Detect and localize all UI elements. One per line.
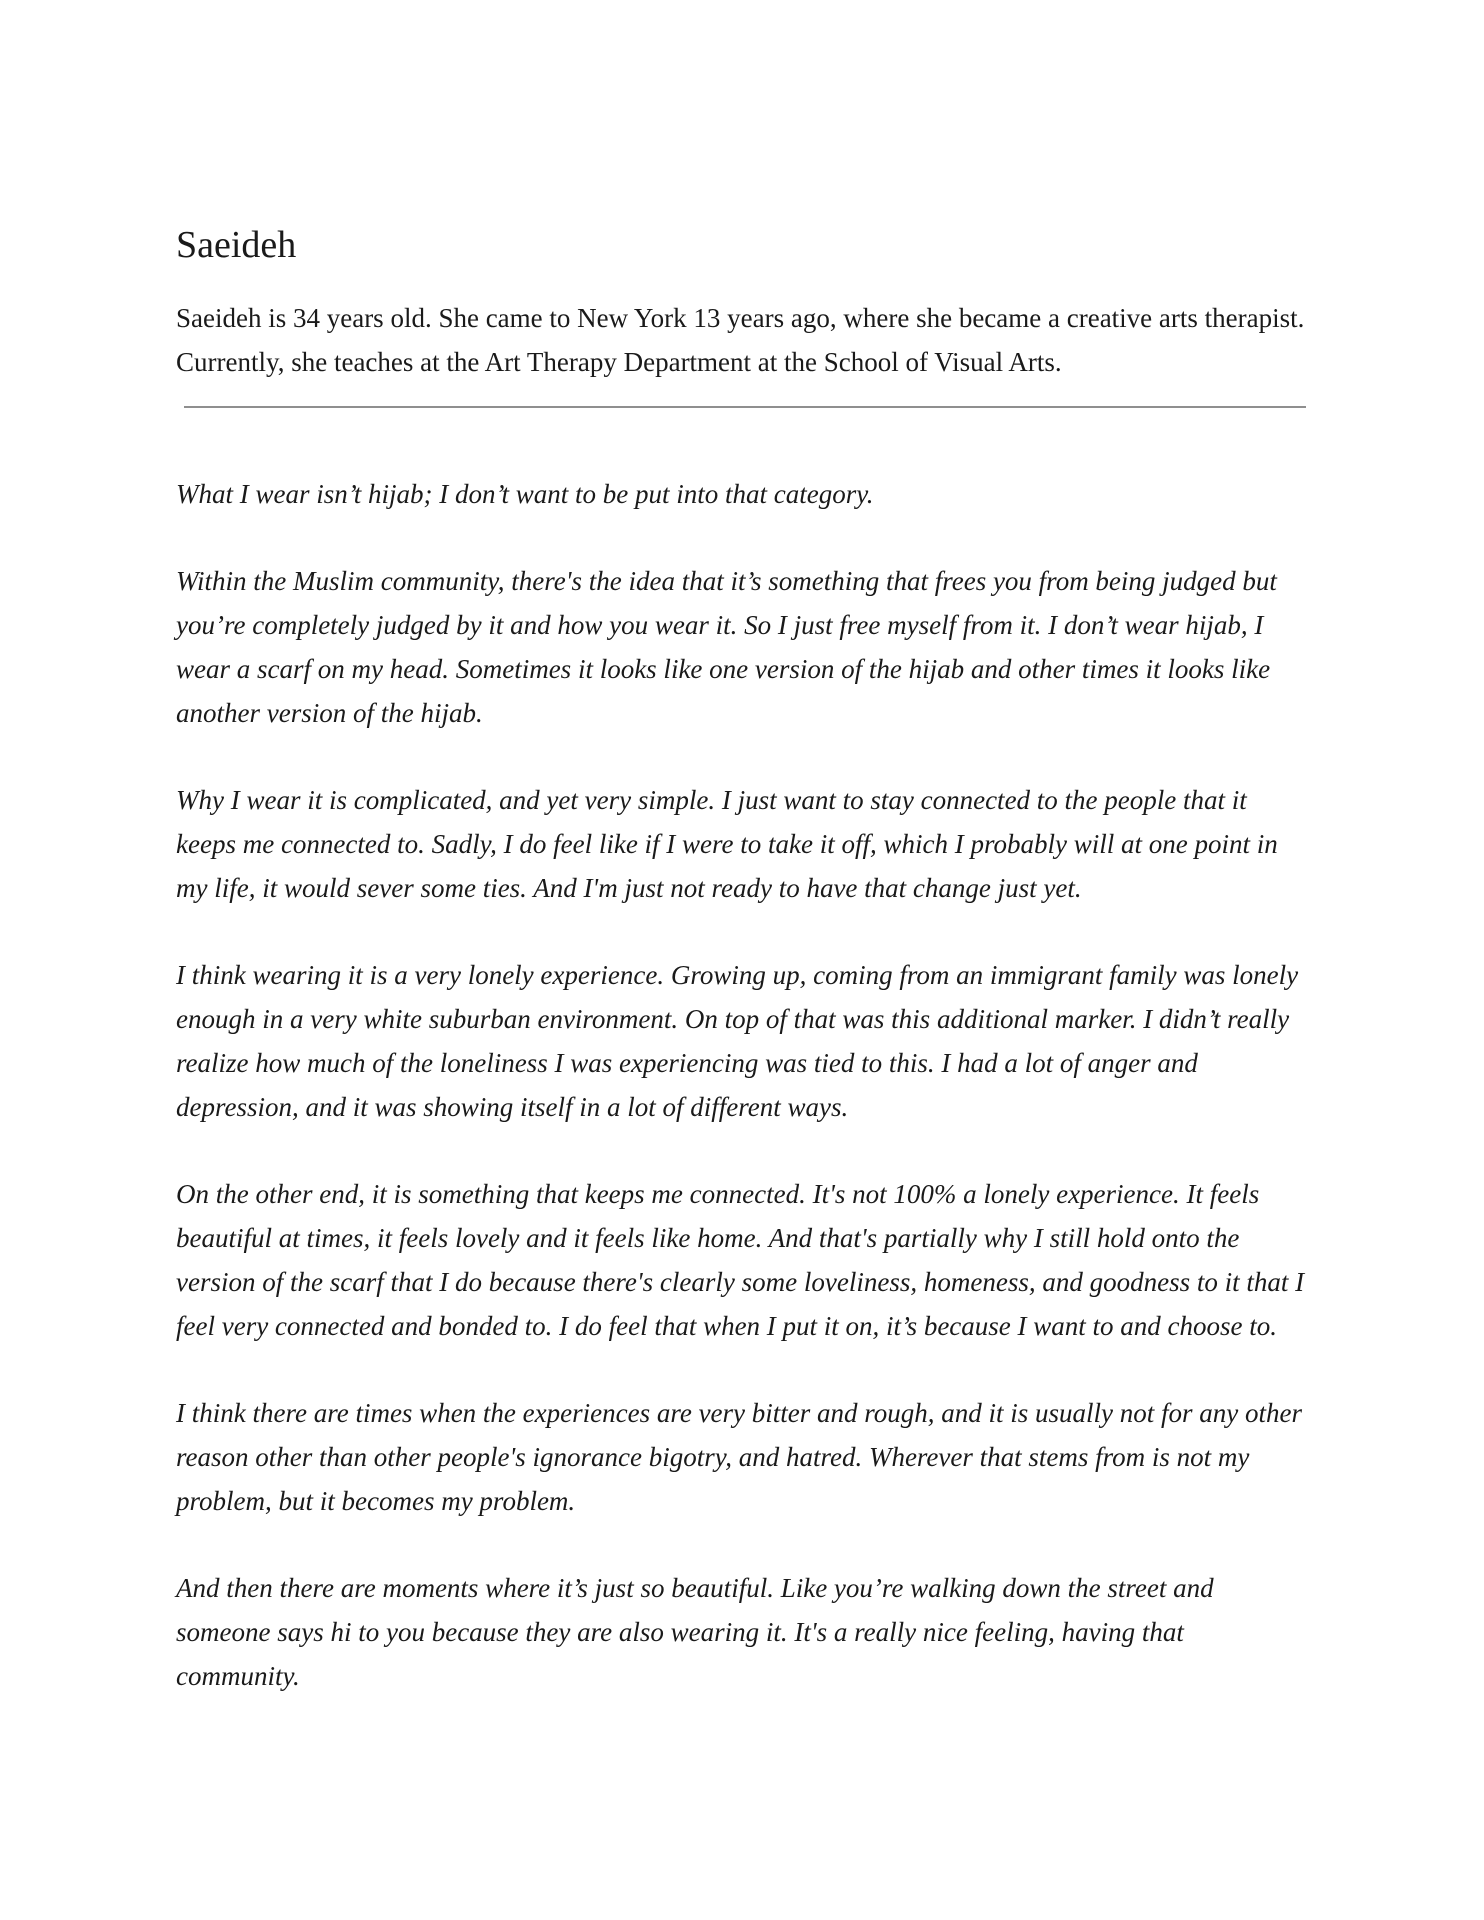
quote-paragraph: On the other end, it is something that keeps me connected. It's not 100% a lonely experience. It feels beautiful at times, it feels lovely and it feels like home. And that's partially why I still hold onto the version of the scarf that I do because there's clearly some loveliness, homeness, and goodness to it that I feel very connected and bonded to. I do feel that when I put it on, it’s because I want to and choose to. (176, 1179, 1305, 1341)
quote-paragraph: And then there are moments where it’s just so beautiful. Like you’re walking down the street and someone says hi to you because they are also wearing it. It's a really nice feeling, having that community. (176, 1573, 1214, 1691)
quote-paragraph: Why I wear it is complicated, and yet very simple. I just want to stay connected to the people that it keeps me connected to. Sadly, I do feel like if I were to take it off, which I probably will at one point in my life, it would sever some ties. And I'm just not ready to have that change just yet. (176, 785, 1278, 903)
quote-paragraph: I think wearing it is a very lonely experience. Growing up, coming from an immigrant family was lonely enough in a very white suburban environment. On top of that was this additional marker. I didn’t really realize how much of the loneliness I was experiencing was tied to this. I had a lot of anger and depression, and it was showing itself in a lot of different ways. (176, 960, 1299, 1122)
section-divider (184, 406, 1306, 408)
quotes-list (176, 472, 1306, 1698)
quote-paragraph: Within the Muslim community, there's the idea that it’s something that frees you from being judged but you’re completely judged by it and how you wear it. So I just free myself from it. I don’t wear hijab, I wear a scarf on my head. Sometimes it looks like one version of the hijab and other times it looks like another version of the hijab. (176, 566, 1277, 728)
quote-paragraph: I think there are times when the experiences are very bitter and rough, and it is usually not for any other reason other than other people's ignorance bigotry, and hatred. Wherever that stems from is not my problem, but it becomes my problem. (176, 1398, 1303, 1516)
profile-bio: Saeideh is 34 years old. She came to New York 13 years ago, where she became a creative arts therapist. Currently, she teaches at the Art Therapy Department at the School of Visual Arts. (176, 303, 1305, 377)
profile-section (176, 222, 1306, 1741)
quote-paragraph: What I wear isn’t hijab; I don’t want to be put into that category. (176, 479, 874, 509)
profile-name: Saeideh (176, 224, 297, 266)
